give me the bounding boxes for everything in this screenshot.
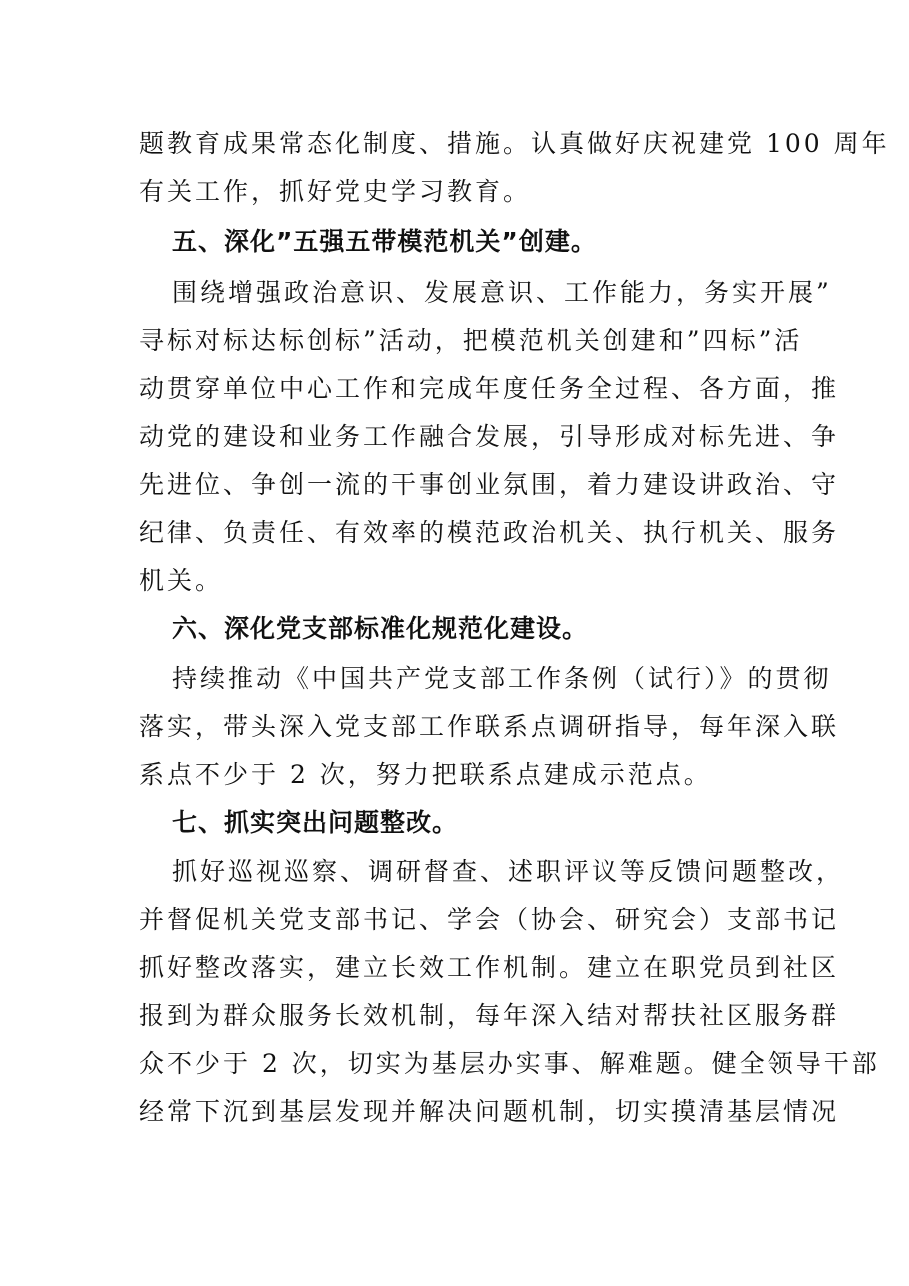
body-text-line: 经常下沉到基层发现并解决问题机制，切实摸清基层情况 bbox=[139, 1097, 840, 1126]
section-heading-7: 七、抓实突出问题整改。 bbox=[172, 808, 459, 837]
body-text-line: 持续推动《中国共产党支部工作条例（试行）》的贯彻 bbox=[172, 664, 832, 693]
body-text-line: 系点不少于 2 次，努力把联系点建成示范点。 bbox=[139, 760, 712, 789]
body-text-line: 众不少于 2 次，切实为基层办实事、解难题。健全领导干部 bbox=[139, 1049, 880, 1078]
body-text-line: 纪律、负责任、有效率的模范政治机关、执行机关、服务 bbox=[139, 518, 840, 547]
body-text-line: 围绕增强政治意识、发展意识、工作能力，务实开展” bbox=[172, 278, 832, 307]
body-text-line: 报到为群众服务长效机制，每年深入结对帮扶社区服务群 bbox=[139, 1001, 840, 1030]
body-text-line: 抓好巡视巡察、调研督查、述职评议等反馈问题整改， bbox=[172, 857, 845, 886]
body-text-line: 动党的建设和业务工作融合发展，引导形成对标先进、争 bbox=[139, 422, 840, 451]
body-text-line: 动贯穿单位中心工作和完成年度任务全过程、各方面，推 bbox=[139, 374, 840, 403]
body-text-line: 机关。 bbox=[139, 566, 224, 595]
body-text-line: 抓好整改落实，建立长效工作机制。建立在职党员到社区 bbox=[139, 953, 840, 982]
body-text-line: 落实，带头深入党支部工作联系点调研指导，每年深入联 bbox=[139, 712, 840, 741]
body-text-line: 题教育成果常态化制度、措施。认真做好庆祝建党 100 周年 bbox=[139, 129, 890, 158]
section-heading-6: 六、深化党支部标准化规范化建设。 bbox=[172, 614, 589, 643]
body-text-line: 并督促机关党支部书记、学会（协会、研究会）支部书记 bbox=[139, 905, 840, 934]
body-text-line: 寻标对标达标创标”活动，把模范机关创建和”四标”活 bbox=[139, 326, 803, 355]
body-text-line: 先进位、争创一流的干事创业氛围，着力建设讲政治、守 bbox=[139, 470, 840, 499]
body-text-line: 有关工作，抓好党史学习教育。 bbox=[139, 177, 532, 206]
section-heading-5: 五、深化”五强五带模范机关”创建。 bbox=[172, 227, 597, 256]
